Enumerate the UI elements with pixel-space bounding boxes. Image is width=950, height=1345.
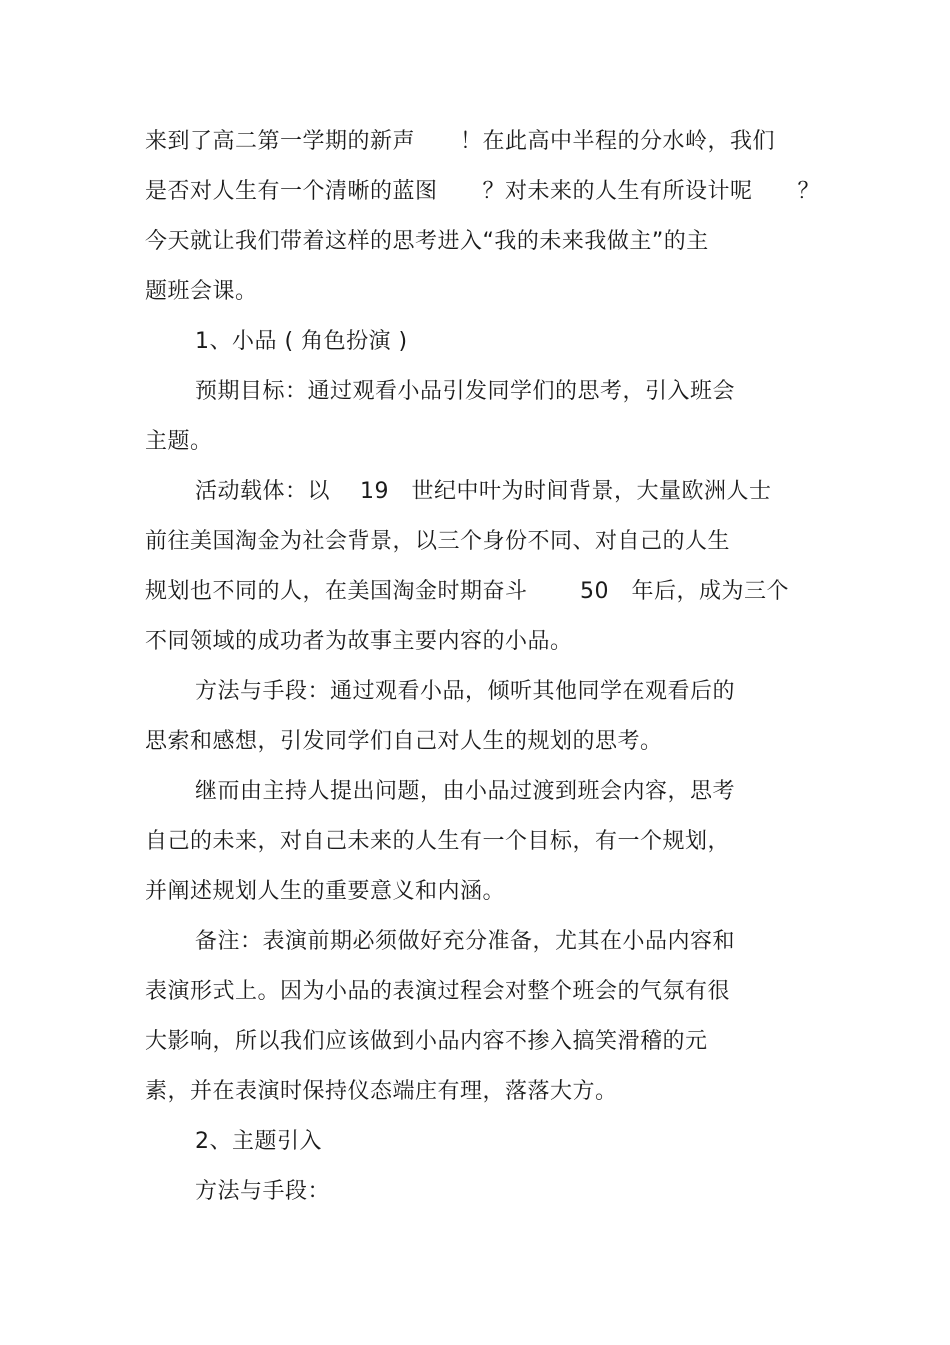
text-line-18: 表演形式上。因为小品的表演过程会对整个班会的气氛有很 [145,979,731,1004]
text-line-14: 继而由主持人提出问题，由小品过渡到班会内容，思考 [195,779,736,804]
text-line-6: 预期目标：通过观看小品引发同学们的思考，引入班会 [195,379,736,404]
text-line-10: 规划也不同的人，在美国淘金时期奋斗 50 年后，成为三个 [145,579,789,604]
text-line-17: 备注：表演前期必须做好充分准备，尤其在小品内容和 [195,929,736,954]
text-line-12: 方法与手段：通过观看小品，倾听其他同学在观看后的 [195,679,736,704]
text-line-22: 方法与手段： [195,1179,331,1204]
text-line-15: 自己的未来，对自己未来的人生有一个目标，有一个规划， [145,829,731,854]
text-line-16: 并阐述规划人生的重要意义和内涵。 [145,879,506,904]
text-line-20: 素，并在表演时保持仪态端庄有理，落落大方。 [145,1079,618,1104]
text-line-2: 是否对人生有一个清晰的蓝图 ？对未来的人生有所设计呢 ？ [145,179,821,204]
text-line-11: 不同领域的成功者为故事主要内容的小品。 [145,629,573,654]
text-line-8: 活动载体：以 19 世纪中叶为时间背景，大量欧洲人士 [195,479,772,504]
text-line-13: 思索和感想，引发同学们自己对人生的规划的思考。 [145,729,663,754]
text-line-4: 题班会课。 [145,279,258,304]
section-heading-2: 2、主题引入 [195,1129,322,1154]
text-line-7: 主题。 [145,429,213,454]
text-line-3: 今天就让我们带着这样的思考进入“我的未来我做主”的主 [145,229,709,254]
section-heading-1: 1、小品 ( 角色扮演 ) [195,329,408,354]
text-line-9: 前往美国淘金为社会背景，以三个身份不同、对自己的人生 [145,529,731,554]
text-line-1: 来到了高二第一学期的新声 ！在此高中半程的分水岭，我们 [145,129,776,154]
text-line-19: 大影响，所以我们应该做到小品内容不掺入搞笑滑稽的元 [145,1029,708,1054]
